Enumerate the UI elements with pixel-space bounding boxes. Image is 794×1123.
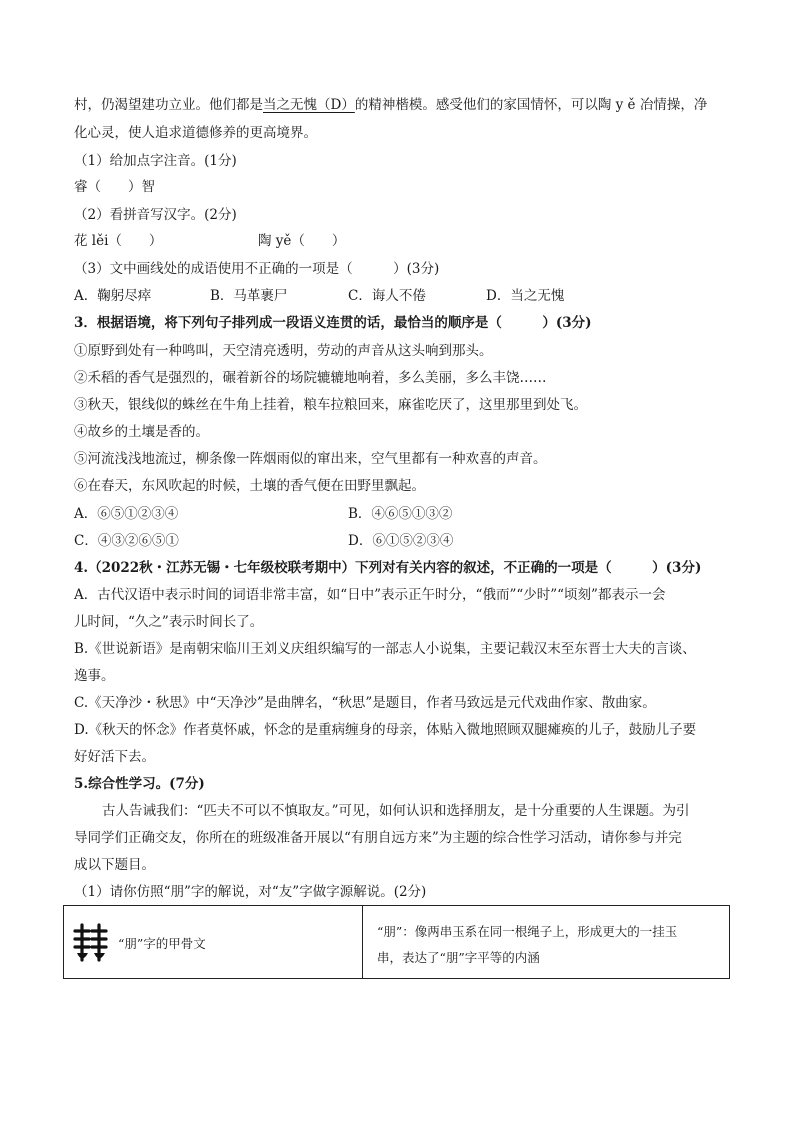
q4-option-a-line2: 儿时间，“久之”表示时间长了。 — [74, 614, 264, 630]
q2-sub2-a: 花 lěi（ ） — [74, 233, 163, 249]
q3-sentence-4: ④故乡的土壤是香的。 — [74, 424, 209, 440]
q3-sentence-1: ①原野到处有一种鸣叫，天空清亮透明，劳动的声音从这头响到那头。 — [74, 343, 493, 359]
q5-sub1: （1）请你仿照“朋”字的解说，对“友”字做字源解说。(2分) — [74, 884, 427, 900]
q4-option-a-line1: A．古代汉语中表示时间的词语非常丰富，如“日中”表示正午时分，“俄而”“少时”“顷刻”都表示一会 — [74, 587, 666, 603]
oracle-bone-peng-glyph-icon — [73, 922, 109, 964]
q5-stem: 5.综合性学习。(7分) — [74, 776, 205, 792]
q2-option-b: B．马革裹尸 — [210, 288, 288, 304]
q3-sentence-6: ⑥在春天，东风吹起的时候，土壤的香气便在田野里飘起。 — [74, 478, 425, 494]
q2-option-d: D．当之无愧 — [486, 288, 565, 304]
explanation-line2: 串，表达了“朋”字平等的内涵 — [377, 950, 540, 965]
q3-option-d: D．⑥①⑤②③④ — [348, 533, 454, 549]
q3-option-c: C．④③②⑥⑤① — [74, 533, 179, 549]
q3-sentence-3: ③秋天，银线似的蛛丝在牛角上挂着，粮车拉粮回来，麻雀吃厌了，这里那里到处飞。 — [74, 397, 587, 413]
q3-option-a: A．⑥⑤①②③④ — [74, 506, 179, 522]
q5-paragraph-line2: 导同学们正确交友，你所在的班级准备开展以“有朋自远方来”为主题的综合性学习活动，请你参与并完 — [74, 830, 682, 846]
passage-text: 村，仍渴望建功立业。他们都是 — [74, 97, 263, 113]
explanation-cell — [363, 906, 730, 979]
q3-stem: 3．根据语境，将下列句子排列成一段语义连贯的话，最恰当的顺序是（ ）(3分) — [74, 315, 592, 331]
q3-option-b: B．④⑥⑤①③② — [348, 506, 453, 522]
q4-option-c-line1: C.《天净沙・秋思》中“天净沙”是曲牌名，“秋思”是题目，作者马致远是元代戏曲作家、散曲家。 — [74, 695, 656, 711]
q4-option-d-line2: 好好活下去。 — [74, 749, 155, 765]
passage-text: 的精神楷模。感受他们的家国情怀，可以陶 y ě 冶情操，净 — [354, 97, 708, 113]
q4-stem: 4.（2022秋・江苏无锡・七年级校联考期中）下列对有关内容的叙述，不正确的一项是（ ）(3分) — [74, 560, 702, 576]
glyph-cell — [64, 906, 363, 979]
underlined-idiom: 当之无愧（D） — [263, 97, 355, 113]
passage-line-1 — [74, 96, 707, 114]
q2-option-c: C．诲人不倦 — [348, 288, 426, 304]
q5-paragraph-line1: 古人告诫我们：“匹夫不可以不慎取友。”可见，如何认识和选择朋友，是十分重要的人生课题。为引 — [102, 803, 690, 819]
q2-sub2-b: 陶 yě（ ） — [258, 233, 346, 249]
q4-option-b-line2: 逸事。 — [74, 668, 115, 684]
q2-sub3: （3）文中画线处的成语使用不正确的一项是（ ）(3分) — [74, 261, 440, 277]
q2-option-a: A．鞠躬尽瘁 — [74, 288, 152, 304]
glyph-caption: “朋”字的甲骨文 — [118, 936, 206, 951]
q3-sentence-5: ⑤河流浅浅地流过，柳条像一阵烟雨似的窜出来，空气里都有一种欢喜的声音。 — [74, 451, 547, 467]
passage-line-2: 化心灵，使人追求道德修养的更高境界。 — [74, 125, 317, 141]
q4-option-d-line1: D.《秋天的怀念》作者莫怀戚，怀念的是重病缠身的母亲，体贴入微地照顾双腿瘫痪的儿子，鼓励儿子要 — [74, 722, 697, 738]
q4-option-b-line1: B.《世说新语》是南朝宋临川王刘义庆组织编写的一部志人小说集，主要记载汉末至东晋士大夫的言谈、 — [74, 641, 696, 657]
character-origin-table — [63, 905, 730, 979]
explanation-line1: “朋”：像两串玉系在同一根绳子上，形成更大的一挂玉 — [377, 924, 678, 939]
q2-sub1-answer: 睿（ ）智 — [74, 179, 155, 195]
q2-sub1: （1）给加点字注音。(1分) — [74, 153, 237, 169]
q2-sub2: （2）看拼音写汉字。(2分) — [74, 207, 237, 223]
q3-sentence-2: ②禾稻的香气是强烈的，碾着新谷的场院辘辘地响着，多么美丽，多么丰饶…… — [74, 370, 547, 386]
q5-paragraph-line3: 成以下题目。 — [74, 857, 155, 873]
